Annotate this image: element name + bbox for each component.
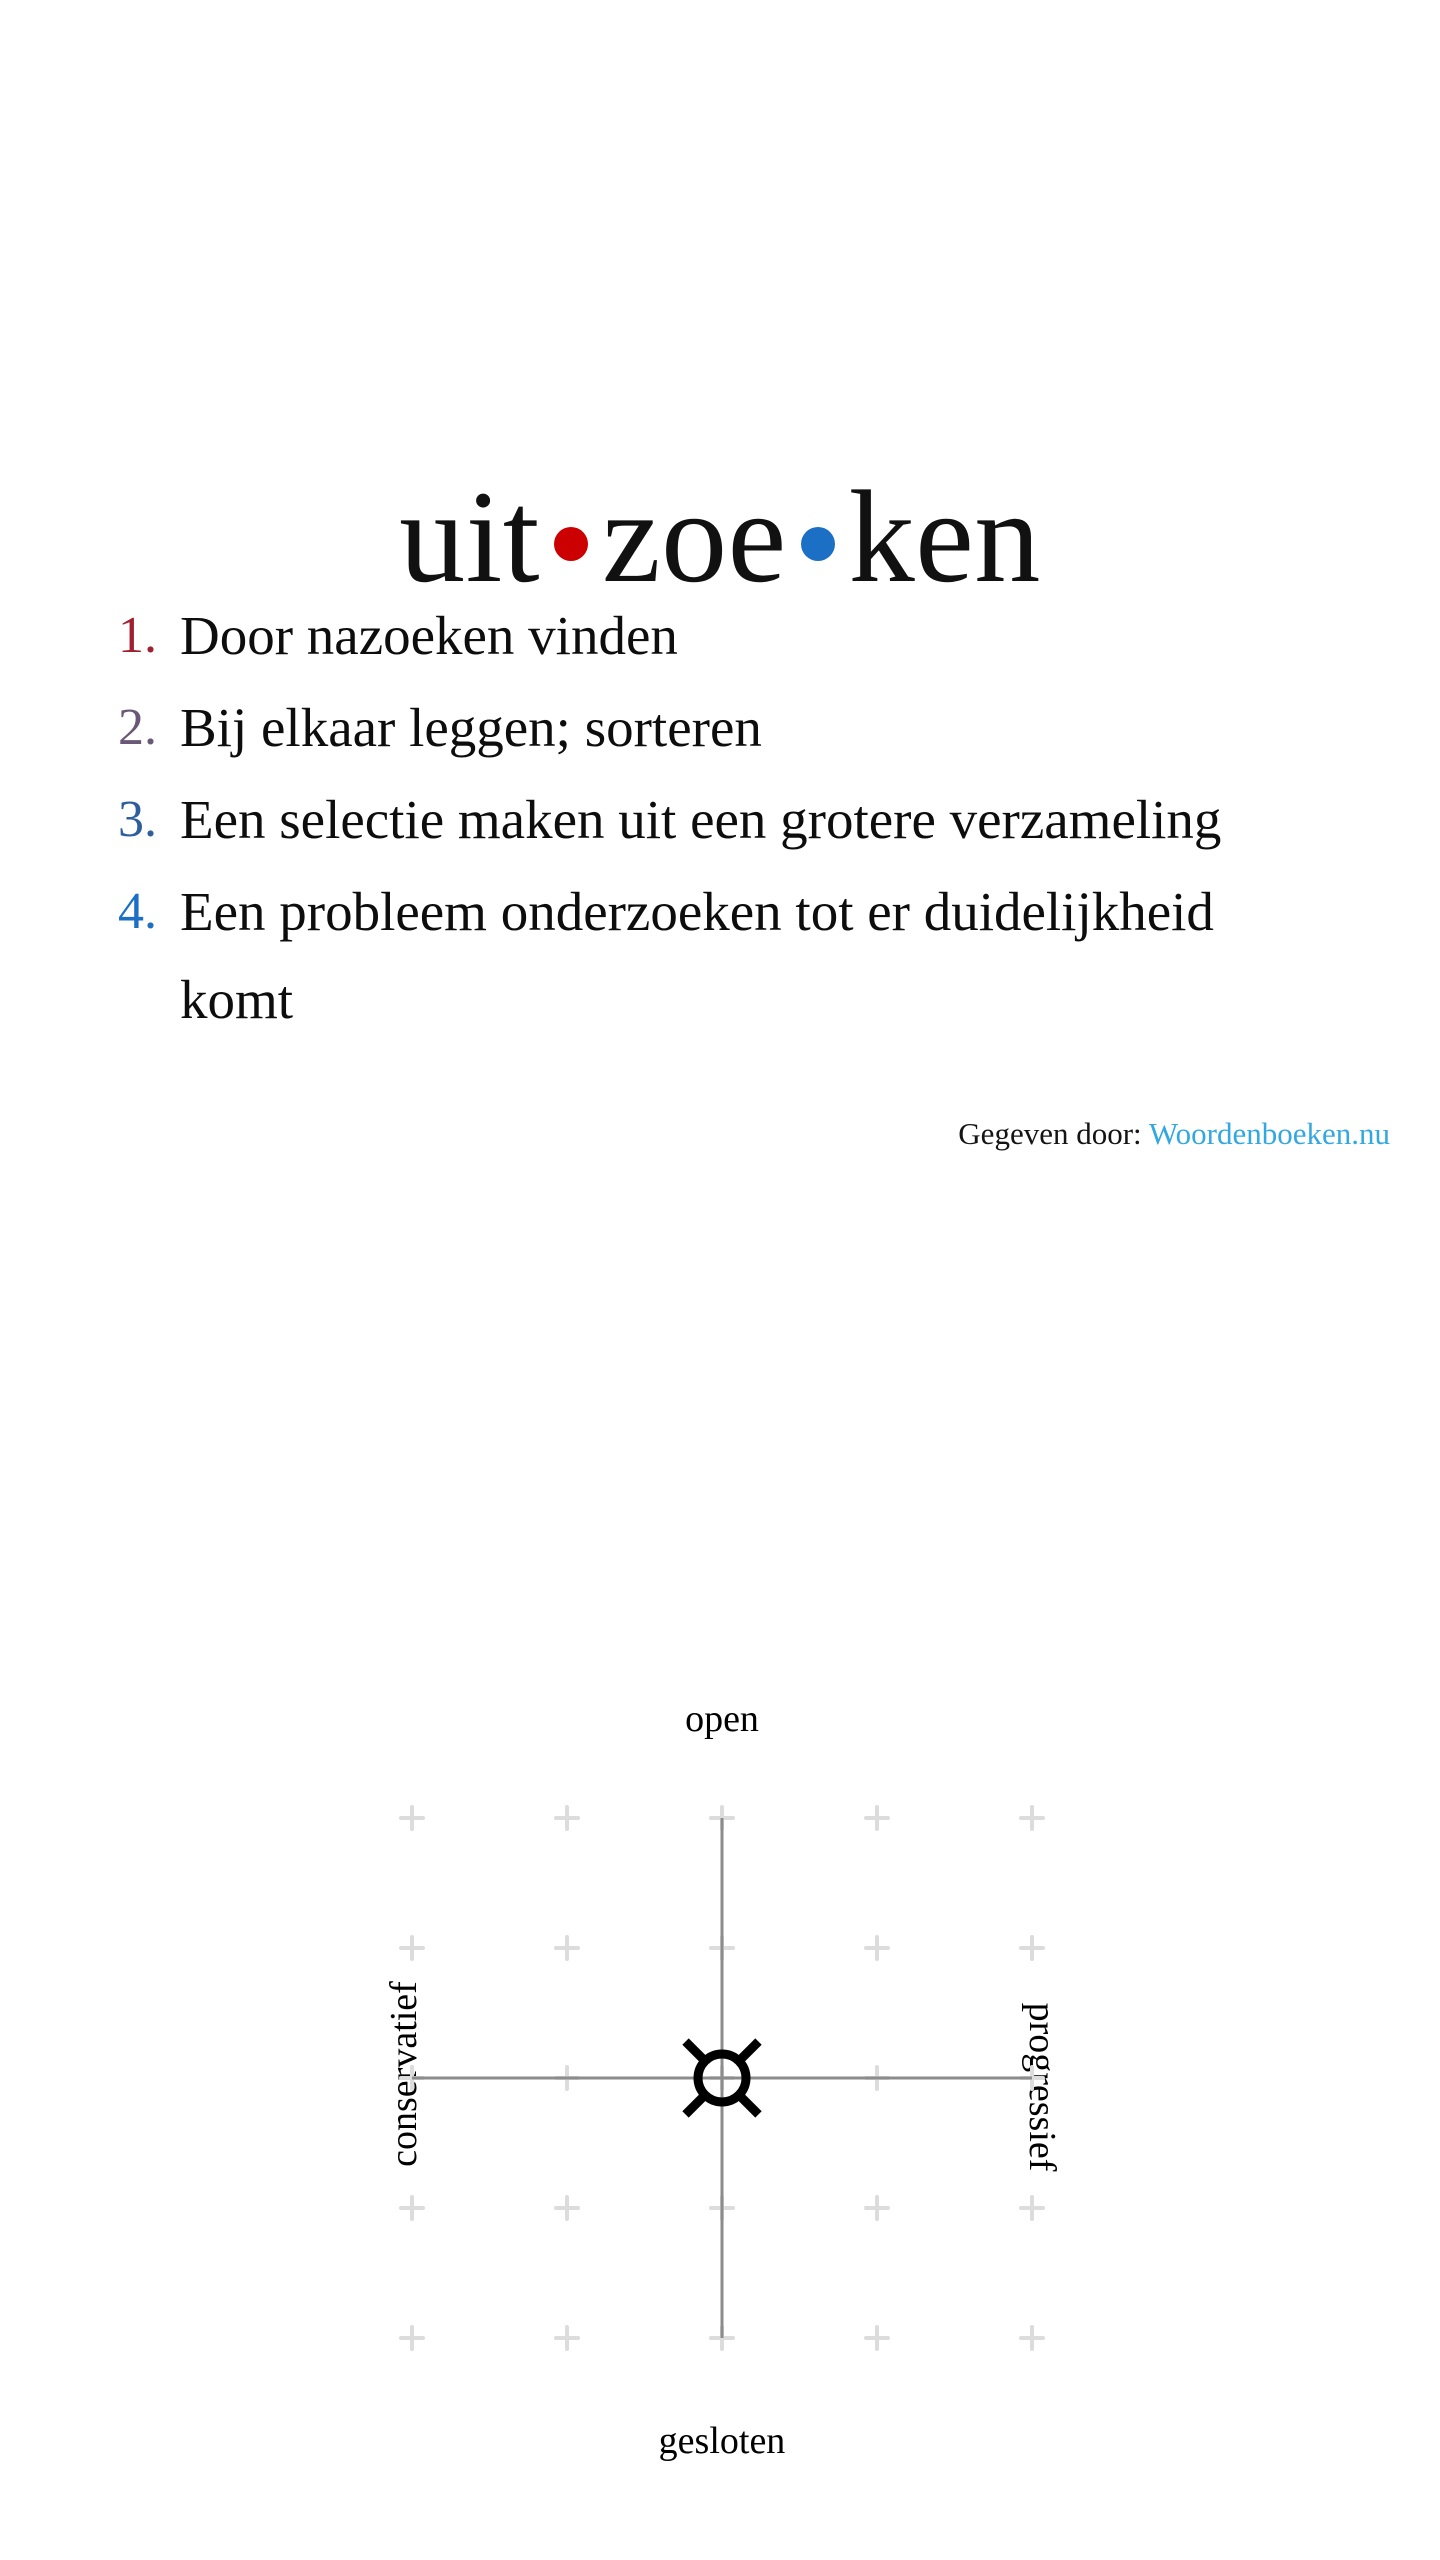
definition-text: Door nazoeken vinden [180,605,678,666]
axis-label-open: open [685,1698,759,1740]
definition-list [118,592,1338,1048]
syllable-3: ken [848,463,1041,611]
quadrant-plot-area [352,1758,1092,2398]
red-dot-icon [554,527,588,561]
list-item [118,868,1338,1044]
list-item [118,684,1338,772]
attribution-link[interactable]: Woordenboeken.nu [1148,1116,1390,1151]
definition-text: Bij elkaar leggen; sorteren [180,697,762,758]
definition-text: Een selectie maken uit een grotere verzameling [180,789,1222,850]
page-title [399,463,1041,611]
list-item [118,776,1338,864]
definition-number: 2. [118,699,157,756]
syllable-2: zoe [602,463,787,611]
definition-number: 3. [118,791,157,848]
axis-label-gesloten: gesloten [658,2420,786,2462]
quadrant-chart [352,1700,1092,2460]
axis-label-progressief: progressief [1021,2002,1063,2172]
blue-dot-icon [801,527,835,561]
definition-number: 4. [118,883,157,940]
attribution [0,1116,1440,1152]
attribution-label: Gegeven door: [958,1116,1142,1151]
list-item [118,592,1338,680]
definition-text: Een probleem onderzoeken tot er duidelijkheid komt [180,881,1214,1030]
axis-label-conservatief: conservatief [383,1981,425,2167]
quadrant-plot-svg [352,1758,1092,2398]
definition-number: 1. [118,607,157,664]
syllable-1: uit [399,463,541,611]
chart-axes [412,1818,1032,2338]
